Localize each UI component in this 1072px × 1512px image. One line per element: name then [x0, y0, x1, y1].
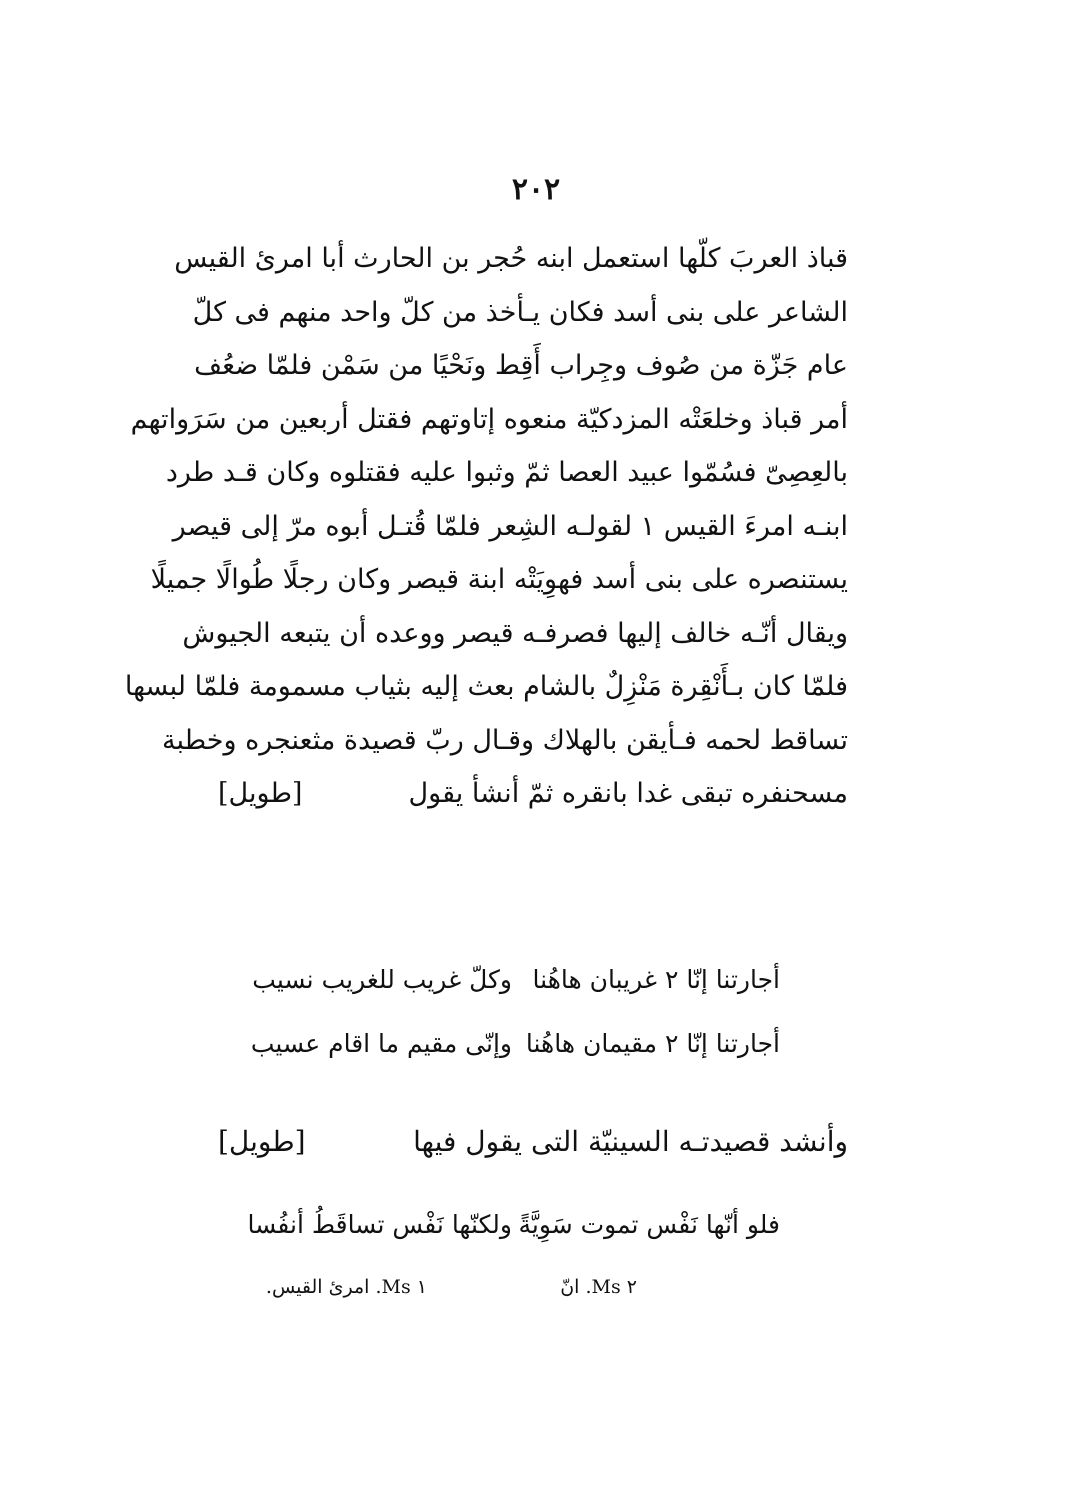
prose-line: عام جَزّة من صُوف وجِراب أَقِط ونَحْيًا من سَمْن فلمّا ضعُف — [194, 350, 848, 381]
footnotes — [0, 1272, 1072, 1302]
page-number: ٢٠٢ — [511, 172, 561, 207]
prose-last-line-text: مسحنفره تبقى غدا بانقره ثمّ أنشأ يقول — [408, 778, 848, 809]
prose-line: أمر قباذ وخلعَتْه المزدكيّة منعوه إتاوتهم فقتل أربعين من سَرَواتهم — [130, 403, 848, 435]
prose-line: تساقط لحمه فـأيقن بالهلاك وقـال ربّ قصيدة مثعنجره وخطبة — [161, 724, 848, 756]
meter-label: [طويل] — [218, 778, 303, 809]
verse-hemistich-second: وكلّ غريب للغريب نسيب — [252, 965, 512, 994]
meter-label: [طويل] — [218, 1125, 306, 1158]
verse-intro-text: وأنشد قصيدتـه السينيّة التى يقول فيها — [413, 1125, 848, 1158]
prose-line: الشاعر على بنى أسد فكان يـأخذ من كلّ واحد منهم فى كلّ — [192, 296, 848, 328]
verse-hemistich-second: وإنّى مقيم ما اقام عسيب — [250, 1029, 512, 1058]
footnote: ١ Ms. امرئ القيس. — [265, 1276, 427, 1298]
prose-line: ويقال أنّـه خالف إليها فصرفـه قيصر ووعده أن يتبعه الجيوش — [182, 617, 848, 649]
verse-hemistich-first: أجارتنا إنّا ٢ مقيمان هاهُنا — [525, 1029, 780, 1058]
verse-intro-line — [218, 1115, 848, 1169]
verse-hemistich-first: أجارتنا إنّا ٢ غريبان هاهُنا — [532, 965, 780, 994]
prose-line: فلمّا كان بـأَنْقِرة مَنْزِلٌ بالشام بعث إليه بثياب مسمومة فلمّا لبسها — [124, 671, 848, 702]
prose-line: قباذ العربَ كلّها استعمل ابنه حُجر بن الحارث أبا امرئ القيس — [174, 243, 848, 274]
verse-hemistich-second: ولكنّها نَفْس تساقَطُ أنفُسا — [247, 1210, 512, 1239]
prose-line: ابنـه امرءَ القيس ١ لقولـه الشِعر فلمّا قُتـل أبوه مرّ إلى قيصر — [172, 510, 848, 542]
prose-line: يستنصره على بنى أسد فهوِيَتْه ابنة قيصر وكان رجلًا طُوالًا جميلًا — [150, 564, 848, 595]
prose-line: بالعِصِىّ فسُمّوا عبيد العصا ثمّ وثبوا عليه فقتلوه وكان قـد طرد — [165, 457, 848, 488]
footnote: ٢ Ms. انّ — [560, 1276, 637, 1298]
verse-hemistich-first: فلو أنّها نَفْس تموت سَوِيَّةً — [518, 1210, 780, 1239]
prose-paragraph — [124, 232, 848, 821]
prose-last-line — [218, 767, 848, 821]
